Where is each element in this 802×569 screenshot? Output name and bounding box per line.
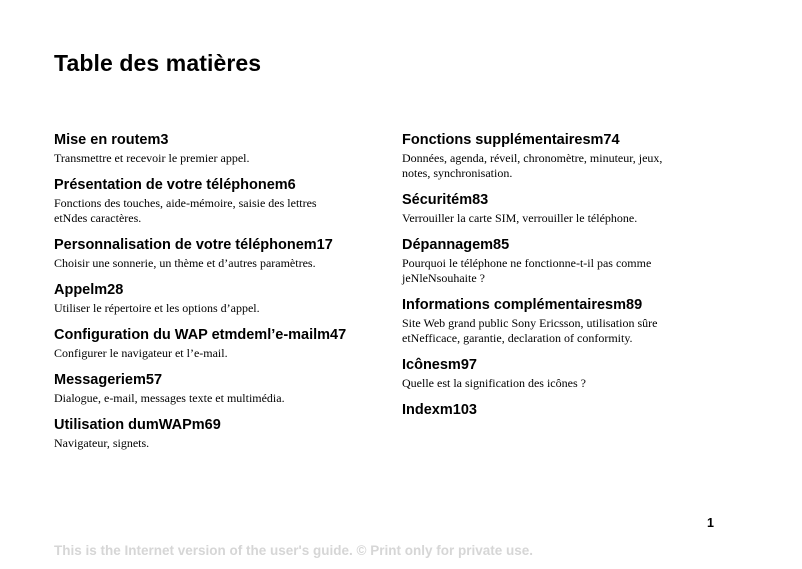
toc-entry-appel[interactable] [54, 281, 374, 316]
toc-entry-informations[interactable] [402, 296, 722, 346]
toc-entry-description: Pourquoi le téléphone ne fonctionne-t-il pas comme jeNleNsouhaite ? [402, 256, 652, 285]
toc-entry-securite[interactable] [402, 191, 722, 226]
toc-entry-index[interactable] [402, 401, 722, 419]
toc-entry-description: Verrouiller la carte SIM, verrouiller le téléphone. [402, 211, 638, 225]
toc-entry-description: Navigateur, signets. [54, 436, 150, 450]
page-title: Table des matières [54, 50, 262, 76]
toc-entry-heading[interactable]: Icônesm97 [402, 357, 477, 373]
toc-entry-heading[interactable]: Présentation de votre téléphonem6 [54, 177, 296, 193]
toc-entry-description: Transmettre et recevoir le premier appel. [54, 151, 250, 165]
toc-entry-heading[interactable]: Informations complémentairesm89 [402, 297, 643, 313]
toc-entry-heading[interactable]: Mise en routem3 [54, 132, 169, 148]
toc-entry-heading[interactable]: Dépannagem85 [402, 237, 510, 253]
toc-entry-heading[interactable]: Personnalisation de votre téléphonem17 [54, 237, 333, 253]
toc-entry-heading[interactable]: Fonctions supplémentairesm74 [402, 132, 620, 148]
toc-entry-description: Utiliser le répertoire et les options d’appel. [54, 301, 260, 315]
toc-entry-icones[interactable] [402, 356, 722, 391]
toc-entry-heading[interactable]: Indexm103 [402, 402, 477, 418]
toc-entry-description: Données, agenda, réveil, chronomètre, minuteur, jeux, notes, synchronisation. [402, 151, 663, 180]
toc-entry-personnalisation[interactable] [54, 236, 374, 271]
toc-entry-depannage[interactable] [402, 236, 722, 286]
toc-entry-description: Dialogue, e-mail, messages texte et multimédia. [54, 391, 285, 405]
toc-entry-description: Choisir une sonnerie, un thème et d’autres paramètres. [54, 256, 316, 270]
toc-entry-description: Quelle est la signification des icônes ? [402, 376, 586, 390]
toc-entry-description: Configurer le navigateur et l’e-mail. [54, 346, 228, 360]
toc-entry-fonctions[interactable] [402, 131, 722, 181]
toc-entry-heading[interactable]: Utilisation dumWAPm69 [54, 417, 221, 433]
footer-notice: This is the Internet version of the user's guide. © Print only for private use. [54, 543, 533, 558]
toc-entry-utilisation-wap[interactable] [54, 416, 374, 451]
toc-entry-description: Fonctions des touches, aide-mémoire, saisie des lettres etNdes caractères. [54, 196, 317, 225]
toc-column-left [54, 131, 374, 461]
toc-entry-messagerie[interactable] [54, 371, 374, 406]
toc-entry-heading[interactable]: Appelm28 [54, 282, 124, 298]
toc-entry-presentation[interactable] [54, 176, 374, 226]
toc-entry-heading[interactable]: Configuration du WAP etmdeml’e-mailm47 [54, 327, 347, 343]
toc-entry-mise-en-route[interactable] [54, 131, 374, 166]
toc-entry-description: Site Web grand public Sony Ericsson, utilisation sûre etNefficace, garantie, declaration of conformity. [402, 316, 658, 345]
toc-entry-heading[interactable]: Messageriem57 [54, 372, 163, 388]
toc-entry-heading[interactable]: Sécuritém83 [402, 192, 489, 208]
page-number: 1 [707, 516, 714, 530]
toc-column-right [402, 131, 722, 429]
toc-entry-configuration-wap[interactable] [54, 326, 374, 361]
